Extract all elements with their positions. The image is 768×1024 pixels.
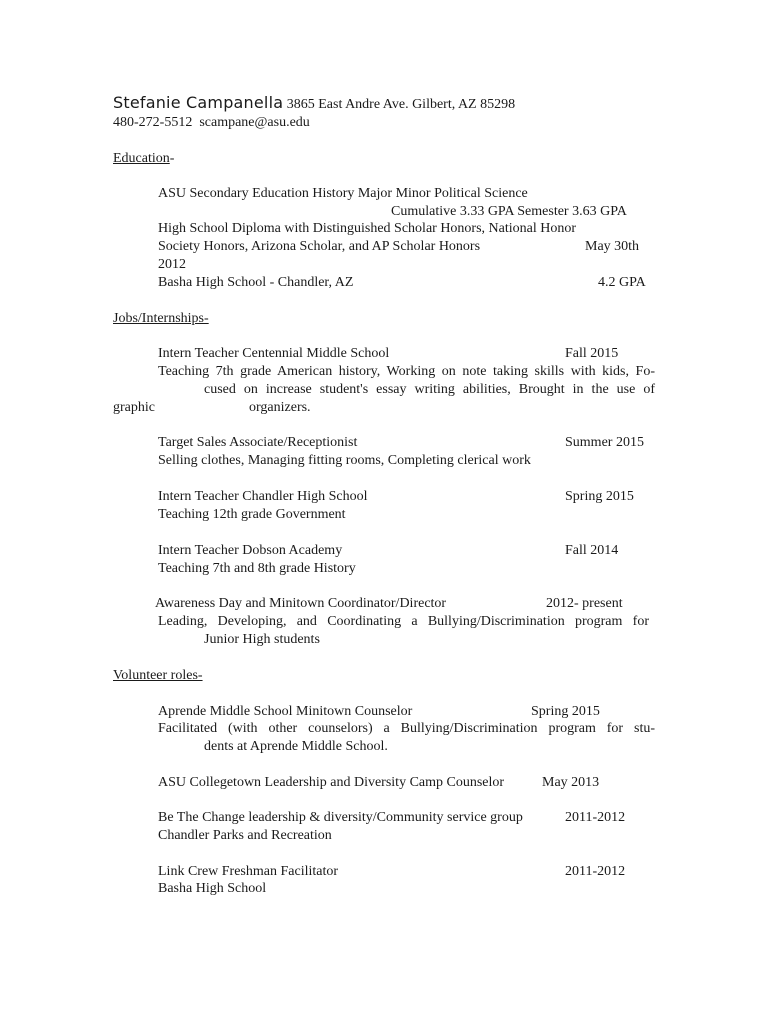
hs-diploma-date: May 30th [585, 239, 640, 254]
job-title: Target Sales Associate/Receptionist [158, 435, 358, 450]
job-date: Summer 2015 [565, 435, 644, 450]
job-desc-line: Teaching 7th grade American history, Working on note taking skills with kids, Fo- [158, 364, 655, 379]
volunteer-desc-line: Basha High School [158, 881, 267, 896]
resume-header [113, 94, 515, 114]
volunteer-heading: Volunteer roles- [113, 668, 203, 683]
phone: 480-272-5512 [113, 115, 193, 130]
applicant-name: Stefanie Campanella [113, 93, 284, 112]
email: scampane@asu.edu [199, 115, 310, 130]
job-title: Intern Teacher Chandler High School [158, 489, 368, 504]
job-date: Spring 2015 [565, 489, 634, 504]
job-desc-line: Teaching 12th grade Government [158, 507, 346, 522]
volunteer-date: Spring 2015 [531, 704, 600, 719]
volunteer-date: 2011-2012 [565, 810, 626, 825]
job-title: Awareness Day and Minitown Coordinator/Director [155, 596, 447, 611]
job-desc-line: graphic [113, 400, 155, 415]
volunteer-desc-line: dents at Aprende Middle School. [204, 739, 388, 754]
job-title: Intern Teacher Dobson Academy [158, 543, 343, 558]
volunteer-desc-line: Chandler Parks and Recreation [158, 828, 332, 843]
address: 3865 East Andre Ave. Gilbert, AZ 85298 [286, 97, 516, 112]
job-desc-line: Teaching 7th and 8th grade History [158, 561, 356, 576]
hs-diploma-line1: High School Diploma with Distinguished Scholar Honors, National Honor [158, 221, 577, 236]
volunteer-title: Aprende Middle School Minitown Counselor [158, 704, 413, 719]
asu-degree: ASU Secondary Education History Major Minor Political Science [158, 186, 528, 201]
hs-diploma-year: 2012 [158, 257, 186, 272]
volunteer-title: Be The Change leadership & diversity/Community service group [158, 810, 523, 825]
job-desc-line: Leading, Developing, and Coordinating a Bullying/Discrimination program for [158, 614, 649, 629]
job-title: Intern Teacher Centennial Middle School [158, 346, 390, 361]
basha-gpa: 4.2 GPA [598, 275, 646, 290]
volunteer-title: Link Crew Freshman Facilitator [158, 864, 339, 879]
volunteer-desc-line: Facilitated (with other counselors) a Bullying/Discrimination program for stu- [158, 721, 655, 736]
contact-line [113, 114, 310, 132]
volunteer-date: May 2013 [542, 775, 600, 790]
volunteer-date: 2011-2012 [565, 864, 626, 879]
education-heading: Education- [113, 151, 175, 166]
jobs-heading: Jobs/Internships- [113, 311, 209, 326]
job-date: Fall 2014 [565, 543, 619, 558]
job-date: 2012- present [546, 596, 623, 611]
job-desc-line: Selling clothes, Managing fitting rooms, Completing clerical work [158, 453, 531, 468]
job-date: Fall 2015 [565, 346, 619, 361]
volunteer-title: ASU Collegetown Leadership and Diversity Camp Counselor [158, 775, 505, 790]
basha-school: Basha High School - Chandler, AZ [158, 275, 354, 290]
gpa-line: Cumulative 3.33 GPA Semester 3.63 GPA [391, 204, 627, 219]
job-desc-line: cused on increase student's essay writing abilities, Brought in the use of [204, 382, 655, 397]
job-desc-line: organizers. [249, 400, 311, 415]
job-desc-line: Junior High students [204, 632, 320, 647]
hs-diploma-line2: Society Honors, Arizona Scholar, and AP Scholar Honors [158, 239, 481, 254]
